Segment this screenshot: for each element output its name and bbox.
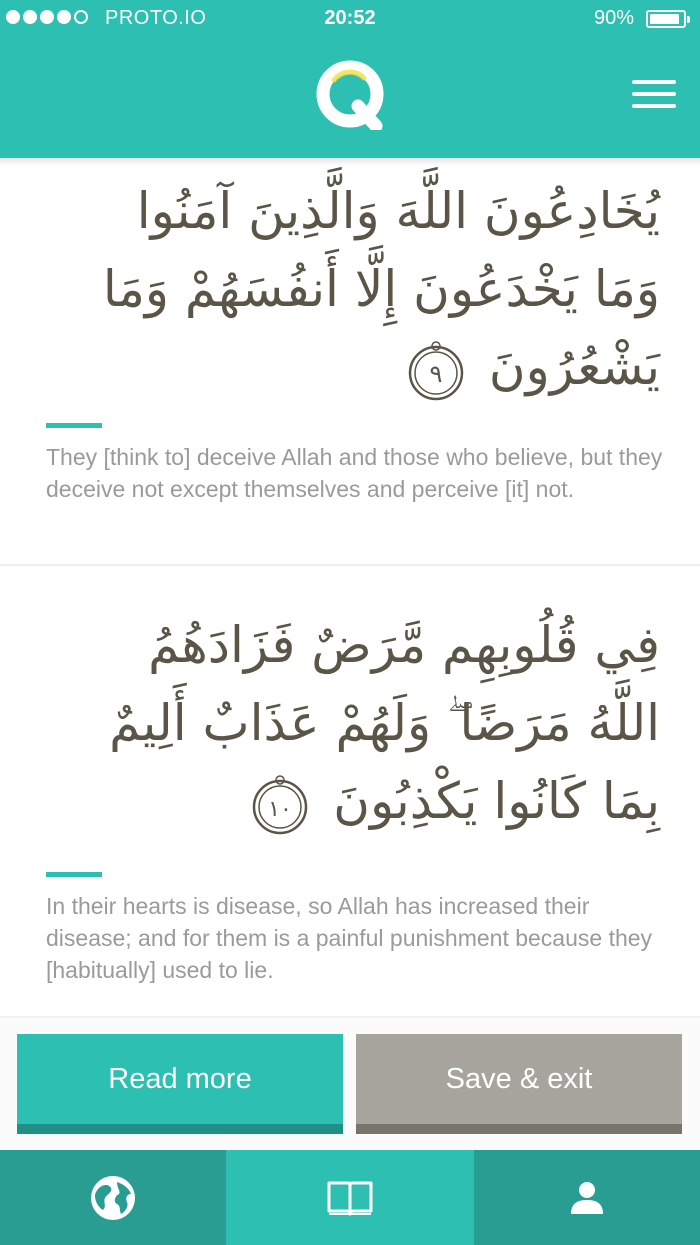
nav-item-explore[interactable] [0,1150,226,1245]
status-time: 20:52 [324,7,376,29]
save-exit-button[interactable]: Save & exit [356,1034,682,1134]
verse-translation: In their hearts is disease, so Allah has increased their disease; and for them is a painful punishment because they [habitually] used to lie. [46,893,653,983]
user-icon [570,1181,604,1215]
globe-icon [89,1174,137,1222]
read-more-button[interactable]: Read more [17,1034,343,1134]
nav-item-read[interactable] [226,1150,474,1245]
battery-percent: 90% [593,7,634,29]
ayah-number: ٩ [429,359,443,388]
verse-translation: They [think to] deceive Allah and those who believe, but they deceive not except themselves and perceive [it] not. [46,444,663,502]
ayah-number-marker-icon [405,340,467,402]
verse-arabic-text [60,172,660,406]
app-header [0,0,700,158]
battery-icon [646,10,686,28]
ayah-number-marker-icon [249,774,311,836]
hamburger-menu-icon[interactable] [632,80,676,110]
header-shadow [0,158,700,166]
battery-fill [650,14,679,24]
bottom-navigation [0,1150,700,1245]
book-icon [326,1178,374,1218]
nav-item-profile[interactable] [474,1150,700,1245]
accent-bar [46,872,102,877]
action-bar [0,1016,700,1150]
arabic-text: فِي قُلُوبِهِم مَّرَضٌ فَزَادَهُمُ اللَّهُ مَرَضًا ۖ وَلَهُمْ عَذَابٌ أَلِيمٌ بِمَا كَانُوا يَكْذِبُونَ [109,616,660,830]
arabic-text: يُخَادِعُونَ اللَّهَ وَالَّذِينَ آمَنُوا وَمَا يَخْدَعُونَ إِلَّا أَنفُسَهُمْ وَمَا يَشْعُرُونَ [102,182,660,396]
verse-card [0,566,700,1014]
verse-card [0,166,700,564]
ayah-number: ١٠ [268,796,293,822]
verse-arabic-text [60,606,660,840]
accent-bar [46,423,102,428]
carrier-name: PROTO.IO [105,7,207,29]
status-bar [0,0,700,38]
q-logo-icon[interactable] [314,58,386,130]
